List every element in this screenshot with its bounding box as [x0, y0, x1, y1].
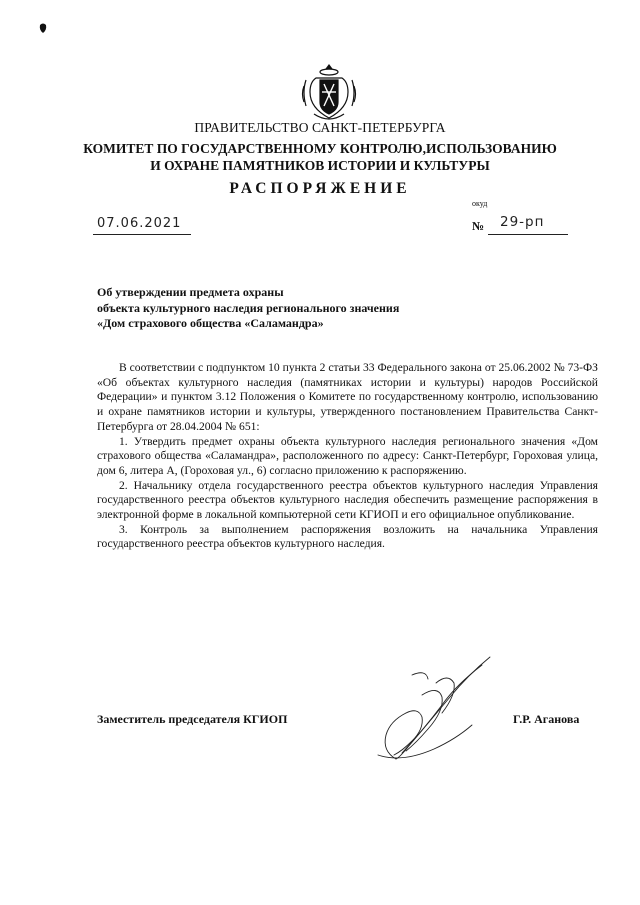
document-number: 29-рп: [500, 214, 545, 230]
date-underline: [93, 234, 191, 235]
signer-name: Г.Р. Аганова: [513, 712, 580, 726]
subject-line-1: Об утверждении предмета охраны: [97, 285, 284, 299]
document-type: РАСПОРЯЖЕНИЕ: [229, 180, 411, 197]
item-1-paragraph: 1. Утвердить предмет охраны объекта культурного наследия регионального значения «Дом страхового общества «Саламандра», расположенного по адресу: Санкт-Петербург, Гороховая улица, дом 6, литера А, (Гороховая ул., 6) согласно приложению к распоряжению.: [97, 434, 598, 477]
okud-label: окуд: [472, 199, 488, 208]
committee-line-1: КОМИТЕТ ПО ГОСУДАРСТВЕННОМУ КОНТРОЛЮ,ИСПОЛЬЗОВАНИЮ: [83, 141, 557, 156]
subject-line-3: «Дом страхового общества «Саламандра»: [97, 316, 324, 330]
subject-line-2: объекта культурного наследия регионального значения: [97, 300, 400, 315]
coat-of-arms-icon: [300, 62, 358, 124]
corner-mark-icon: [38, 22, 48, 34]
number-underline: [488, 234, 568, 235]
document-subject: [97, 285, 399, 332]
number-sign: №: [472, 219, 485, 233]
committee-name: [0, 140, 640, 174]
document-body: [97, 361, 598, 552]
preamble-paragraph: В соответствии с подпунктом 10 пункта 2 статьи 33 Федерального закона от 25.06.2002 № 73-ФЗ «Об объектах культурного наследия (памятниках истории и культуры) народов Российской Федерации» и пунктом 3.12 Положения о Комитете по государственному контролю, использованию и охране памятников истории и культуры, утвержденного постановлением Правительства Санкт-Петербурга от 28.04.2004 № 651:: [97, 361, 598, 433]
handwritten-signature: [372, 655, 494, 763]
item-2-paragraph: 2. Начальнику отдела государственного реестра объектов культурного наследия Управления государственного реестра объектов культурного наследия обеспечить размещение распоряжения в электронной форме в локальной компьютерной сети КГИОП и его официальное опубликование.: [97, 478, 598, 522]
signer-position: Заместитель председателя КГИОП: [97, 712, 288, 726]
committee-line-2: И ОХРАНЕ ПАМЯТНИКОВ ИСТОРИИ И КУЛЬТУРЫ: [150, 158, 490, 173]
government-title: ПРАВИТЕЛЬСТВО САНКТ-ПЕТЕРБУРГА: [194, 120, 446, 135]
item-3-paragraph: 3. Контроль за выполнением распоряжения возложить на начальника Управления государственного реестра объектов культурного наследия.: [97, 522, 598, 551]
document-date: 07.06.2021: [97, 216, 182, 231]
